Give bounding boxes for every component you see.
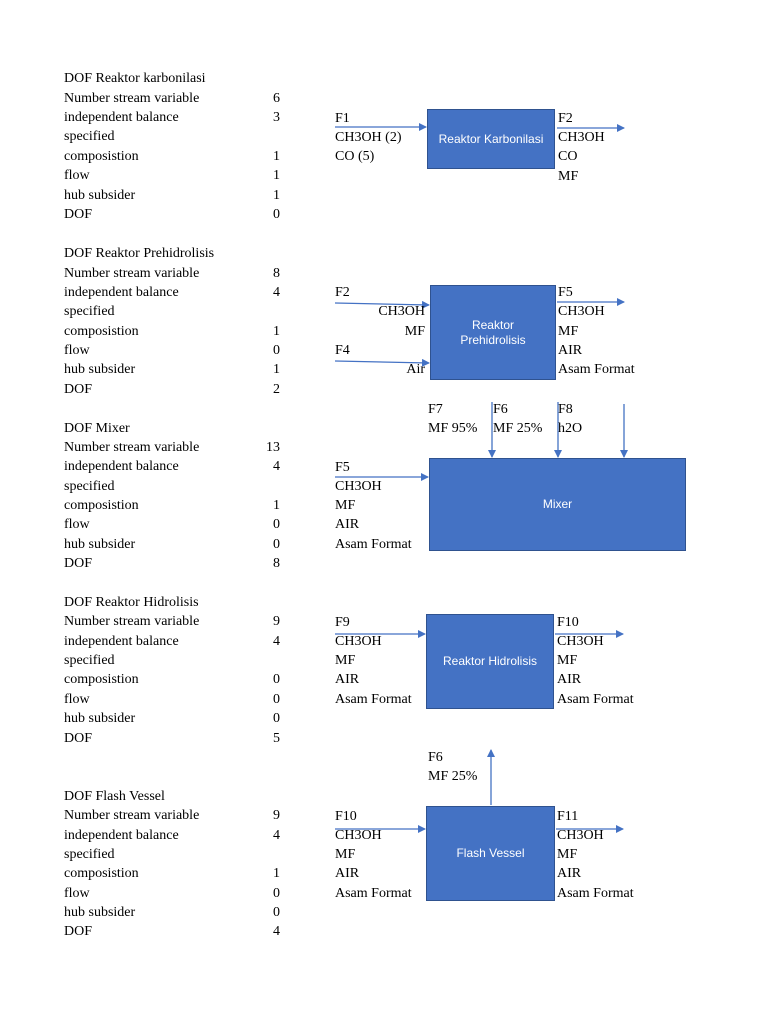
- row-value: 0: [273, 517, 280, 532]
- stream-component: MF: [557, 653, 578, 668]
- stream-component: Asam Format: [557, 692, 634, 707]
- stream-component: h2O: [558, 421, 583, 436]
- row-value: 0: [273, 537, 280, 552]
- row-label: specified: [64, 653, 115, 668]
- stream-label: F10: [335, 809, 357, 824]
- stream-component: CO (5): [335, 149, 375, 164]
- stream-label: F5: [335, 460, 350, 475]
- stream-label: F11: [557, 809, 579, 824]
- stream-label: F8: [558, 402, 573, 417]
- reaktor-prehidrolisis-block: Reaktor Prehidrolisis: [430, 285, 556, 380]
- stream-component: CH3OH: [335, 634, 382, 649]
- row-label: DOF: [64, 924, 93, 939]
- row-value: 0: [273, 343, 280, 358]
- row-value: 4: [273, 828, 280, 843]
- stream-component: MF: [557, 847, 578, 862]
- stream-component: Asam Format: [335, 886, 412, 901]
- stream-component: Asam Format: [557, 886, 634, 901]
- row-value: 13: [266, 440, 280, 455]
- stream-component: MF: [335, 847, 356, 862]
- reaktor-karbonilasi-block: Reaktor Karbonilasi: [427, 109, 555, 169]
- row-label: hub subsider: [64, 537, 136, 552]
- stream-component: CH3OH: [335, 828, 382, 843]
- stream-component: MF: [558, 324, 579, 339]
- row-label: flow: [64, 168, 90, 183]
- row-label: specified: [64, 847, 115, 862]
- stream-component: AIR: [335, 672, 360, 687]
- row-value: 0: [273, 905, 280, 920]
- stream-label: F2: [558, 111, 573, 126]
- stream-label: F10: [557, 615, 579, 630]
- row-label: flow: [64, 343, 90, 358]
- row-value: 1: [273, 866, 280, 881]
- table-title: DOF Flash Vessel: [64, 789, 165, 804]
- row-value: 1: [273, 188, 280, 203]
- row-value: 0: [273, 692, 280, 707]
- row-value: 0: [273, 672, 280, 687]
- row-value: 4: [273, 285, 280, 300]
- row-label: Number stream variable: [64, 440, 200, 455]
- row-value: 9: [273, 614, 280, 629]
- mixer-block: Mixer: [429, 458, 686, 551]
- stream-component: AIR: [557, 866, 582, 881]
- row-label: Number stream variable: [64, 808, 200, 823]
- stream-label: F6: [493, 402, 508, 417]
- row-label: hub subsider: [64, 711, 136, 726]
- stream-component: AIR: [557, 672, 582, 687]
- stream-label: F5: [558, 285, 573, 300]
- row-label: composistion: [64, 672, 139, 687]
- stream-label: F6: [428, 750, 443, 765]
- row-label: DOF: [64, 382, 93, 397]
- stream-component: CH3OH: [335, 479, 382, 494]
- row-value: 0: [273, 207, 280, 222]
- row-label: DOF: [64, 556, 93, 571]
- row-label: DOF: [64, 207, 93, 222]
- row-value: 8: [273, 266, 280, 281]
- stream-component: Air: [406, 362, 425, 377]
- stream-component: Asam Format: [558, 362, 635, 377]
- stream-component: CH3OH (2): [335, 130, 402, 145]
- stream-component: AIR: [335, 866, 360, 881]
- stream-label: F4: [335, 343, 350, 358]
- stream-component: CH3OH: [557, 828, 604, 843]
- row-label: specified: [64, 129, 115, 144]
- stream-component: CO: [558, 149, 578, 164]
- row-label: independent balance: [64, 634, 179, 649]
- row-value: 4: [273, 634, 280, 649]
- row-label: hub subsider: [64, 905, 136, 920]
- row-label: hub subsider: [64, 188, 136, 203]
- stream-label: F7: [428, 402, 443, 417]
- stream-label: F9: [335, 615, 350, 630]
- table-title: DOF Reaktor Hidrolisis: [64, 595, 199, 610]
- row-value: 0: [273, 886, 280, 901]
- row-label: hub subsider: [64, 362, 136, 377]
- table-title: DOF Mixer: [64, 421, 130, 436]
- row-label: composistion: [64, 866, 139, 881]
- row-label: flow: [64, 517, 90, 532]
- row-value: 4: [273, 924, 280, 939]
- stream-label: F1: [335, 111, 350, 126]
- table-title: DOF Reaktor Prehidrolisis: [64, 246, 215, 261]
- stream-component: CH3OH: [558, 130, 605, 145]
- row-label: Number stream variable: [64, 614, 200, 629]
- row-value: 2: [273, 382, 280, 397]
- row-value: 1: [273, 498, 280, 513]
- row-value: 6: [273, 91, 280, 106]
- row-label: Number stream variable: [64, 91, 200, 106]
- row-label: DOF: [64, 731, 93, 746]
- table-title: DOF Reaktor karbonilasi: [64, 71, 206, 86]
- row-label: specified: [64, 479, 115, 494]
- row-label: flow: [64, 692, 90, 707]
- row-value: 4: [273, 459, 280, 474]
- row-value: 1: [273, 324, 280, 339]
- row-label: independent balance: [64, 285, 179, 300]
- row-value: 1: [273, 168, 280, 183]
- stream-component: CH3OH: [558, 304, 605, 319]
- stream-component: MF: [404, 324, 425, 339]
- stream-component: AIR: [335, 517, 360, 532]
- stream-component: Asam Format: [335, 692, 412, 707]
- row-value: 3: [273, 110, 280, 125]
- row-label: composistion: [64, 149, 139, 164]
- stream-component: CH3OH: [557, 634, 604, 649]
- flash-vessel-block: Flash Vessel: [426, 806, 555, 901]
- stream-component: MF 25%: [428, 769, 478, 784]
- row-value: 0: [273, 711, 280, 726]
- stream-component: CH3OH: [378, 304, 425, 319]
- row-value: 1: [273, 149, 280, 164]
- stream-component: AIR: [558, 343, 583, 358]
- row-label: Number stream variable: [64, 266, 200, 281]
- row-value: 1: [273, 362, 280, 377]
- stream-component: MF 25%: [493, 421, 543, 436]
- row-label: independent balance: [64, 110, 179, 125]
- row-label: specified: [64, 304, 115, 319]
- stream-component: MF: [335, 498, 356, 513]
- row-value: 8: [273, 556, 280, 571]
- stream-component: MF 95%: [428, 421, 478, 436]
- stream-component: MF: [335, 653, 356, 668]
- row-label: composistion: [64, 324, 139, 339]
- row-value: 5: [273, 731, 280, 746]
- stream-component: MF: [558, 169, 579, 184]
- row-label: independent balance: [64, 459, 179, 474]
- row-label: independent balance: [64, 828, 179, 843]
- row-value: 9: [273, 808, 280, 823]
- row-label: composistion: [64, 498, 139, 513]
- stream-component: Asam Format: [335, 537, 412, 552]
- reaktor-hidrolisis-block: Reaktor Hidrolisis: [426, 614, 554, 709]
- row-label: flow: [64, 886, 90, 901]
- stream-label: F2: [335, 285, 350, 300]
